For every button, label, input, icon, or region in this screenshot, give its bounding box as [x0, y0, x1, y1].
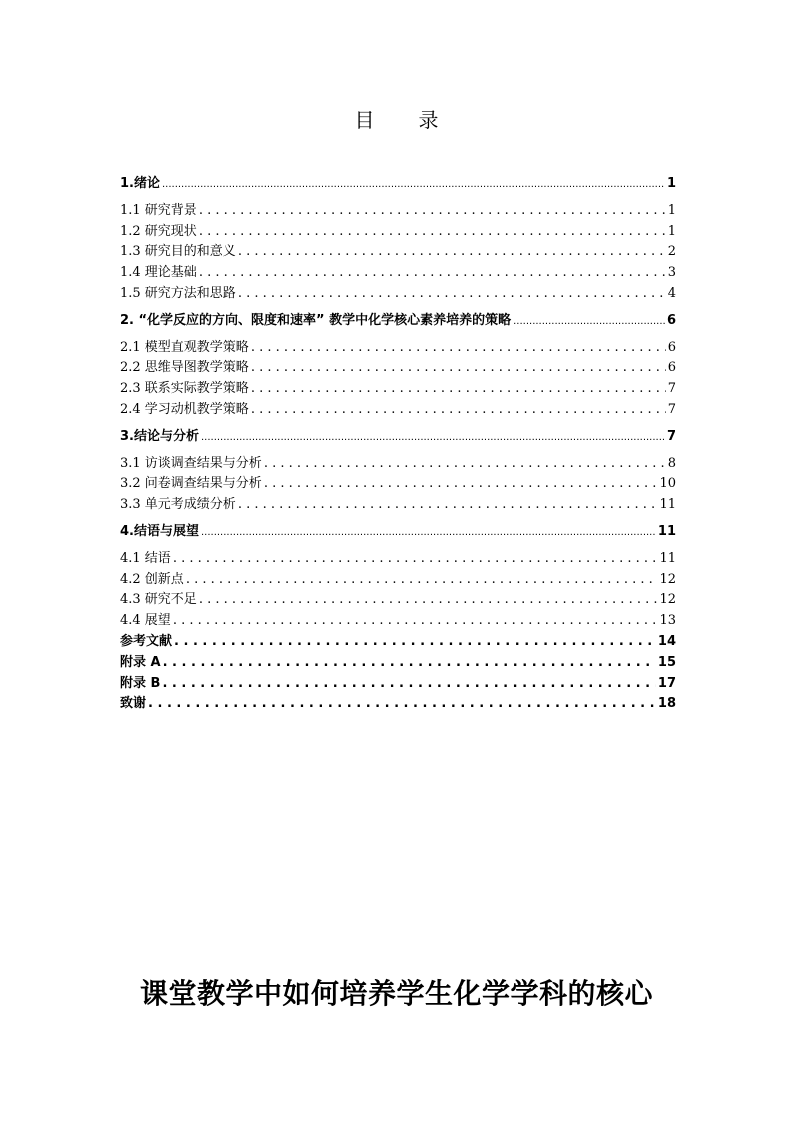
toc-entry-label: 1.2 研究现状: [120, 223, 197, 239]
toc-entry-page-number: 11: [657, 523, 676, 539]
toc-entry-page-number: 11: [659, 497, 676, 513]
toc-leader-dots: [251, 338, 666, 359]
toc-entry[interactable]: [120, 522, 676, 543]
toc-entry-page-number: 11: [659, 550, 676, 566]
toc-entry-label: 3.结论与分析: [120, 428, 199, 444]
toc-leader-dots: [264, 474, 658, 495]
toc-entry-label: 1.3 研究目的和意义: [120, 244, 236, 260]
toc-entry[interactable]: [120, 590, 676, 611]
toc-entry-label: 附录 B: [120, 675, 161, 691]
toc-entry-label: 4.1 结语: [120, 550, 171, 566]
toc-title-char-2: 录: [418, 108, 439, 132]
toc-entry-page-number: 12: [659, 592, 676, 608]
toc-entry-page-number: 13: [659, 613, 676, 629]
toc-entry[interactable]: [120, 495, 676, 516]
toc-entry-page-number: 6: [667, 360, 676, 376]
toc-entry[interactable]: [120, 400, 676, 421]
toc-leader-dots: [238, 495, 658, 516]
toc-leader-dots: [251, 400, 666, 421]
toc-entry-page-number: 7: [666, 428, 676, 444]
toc-entry-label: 2.2 思维导图教学策略: [120, 360, 249, 376]
toc-leader-dots: [199, 590, 658, 611]
toc-entry[interactable]: [120, 674, 676, 695]
toc-leader-dots: [199, 263, 666, 284]
toc-entry-label: 2.3 联系实际教学策略: [120, 381, 249, 397]
toc-entry[interactable]: [120, 284, 676, 305]
toc-entry-label: 附录 A: [120, 654, 161, 670]
toc-entry-page-number: 6: [667, 339, 676, 355]
toc-leader-dots: [162, 674, 655, 695]
toc-leader-dots: [251, 358, 666, 379]
toc-leader-dots: [201, 427, 665, 449]
toc-leader-dots: [238, 284, 666, 305]
toc-leader-dots: [238, 242, 666, 263]
toc-entry-label: 4.4 展望: [120, 613, 171, 629]
toc-entry[interactable]: [120, 338, 676, 359]
toc-leader-dots: [186, 570, 658, 591]
toc-entry-page-number: 14: [657, 633, 676, 649]
toc-leader-dots: [163, 653, 656, 674]
toc-leader-dots: [264, 454, 666, 475]
toc-entry-label: 1.5 研究方法和思路: [120, 285, 236, 301]
toc-leader-dots: [173, 549, 658, 570]
toc-entry-label: 参考文献: [120, 633, 173, 649]
toc-entry-page-number: 2: [667, 244, 676, 260]
toc-entry-page-number: 10: [659, 476, 676, 492]
toc-entry-page-number: 8: [667, 455, 676, 471]
toc-entry[interactable]: [120, 611, 676, 632]
toc-entry-page-number: 1: [667, 223, 676, 239]
toc-entry-page-number: 17: [657, 675, 676, 691]
toc-entry[interactable]: [120, 263, 676, 284]
toc-entry-label: 1.4 理论基础: [120, 265, 197, 281]
toc-entry-label: 4.2 创新点: [120, 571, 184, 587]
toc-entry[interactable]: [120, 474, 676, 495]
toc-entry-label: 2.1 模型直观教学策略: [120, 339, 249, 355]
toc-entry[interactable]: [120, 694, 676, 715]
toc-entry-page-number: 3: [667, 265, 676, 281]
toc-entry[interactable]: [120, 570, 676, 591]
toc-entry[interactable]: [120, 549, 676, 570]
toc-entry[interactable]: [120, 454, 676, 475]
toc-entry[interactable]: [120, 242, 676, 263]
toc-entry-label: 4.结语与展望: [120, 523, 199, 539]
toc-entry-page-number: 1: [667, 202, 676, 218]
toc-entry-page-number: 7: [667, 381, 676, 397]
toc-entry-page-number: 12: [659, 571, 676, 587]
toc-leader-dots: [201, 522, 656, 544]
toc-leader-dots: [148, 694, 656, 715]
toc-entry-label: 3.2 问卷调查结果与分析: [120, 476, 262, 492]
toc-entry-label: 1.1 研究背景: [120, 202, 197, 218]
table-of-contents: [120, 168, 676, 715]
toc-entry[interactable]: [120, 379, 676, 400]
toc-entry[interactable]: [120, 201, 676, 222]
toc-leader-dots: [173, 611, 658, 632]
toc-entry-label: 2. “化学反应的方向、限度和速率” 教学中化学核心素养培养的策略: [120, 312, 512, 328]
toc-entry-label: 3.1 访谈调查结果与分析: [120, 455, 262, 471]
toc-entry-page-number: 1: [666, 176, 676, 191]
toc-entry-label: 1.绪论: [120, 176, 160, 191]
toc-entry-label: 2.4 学习动机教学策略: [120, 401, 249, 417]
toc-entry-page-number: 7: [667, 401, 676, 417]
toc-entry-label: 致谢: [120, 696, 147, 712]
toc-leader-dots: [162, 174, 665, 196]
toc-leader-dots: [251, 379, 666, 400]
toc-entry-label: 3.3 单元考成绩分析: [120, 497, 236, 513]
toc-leader-dots: [199, 201, 666, 222]
toc-entry[interactable]: [120, 311, 676, 332]
toc-entry[interactable]: [120, 653, 676, 674]
toc-entry-page-number: 18: [657, 696, 676, 712]
toc-leader-dots: [513, 311, 665, 333]
toc-leader-dots: [174, 632, 656, 653]
toc-entry[interactable]: [120, 632, 676, 653]
document-heading: 课堂教学中如何培养学生化学学科的核心: [139, 977, 653, 1010]
toc-entry[interactable]: [120, 427, 676, 448]
toc-entry-page-number: 15: [657, 654, 676, 670]
toc-entry[interactable]: [120, 222, 676, 243]
toc-title: [0, 104, 793, 133]
toc-entry[interactable]: [120, 174, 676, 195]
toc-leader-dots: [199, 222, 666, 243]
toc-entry-label: 4.3 研究不足: [120, 592, 197, 608]
toc-entry-page-number: 4: [667, 285, 676, 301]
toc-title-char-1: 目: [354, 108, 375, 132]
toc-entry[interactable]: [120, 358, 676, 379]
toc-entry-page-number: 6: [666, 312, 676, 328]
